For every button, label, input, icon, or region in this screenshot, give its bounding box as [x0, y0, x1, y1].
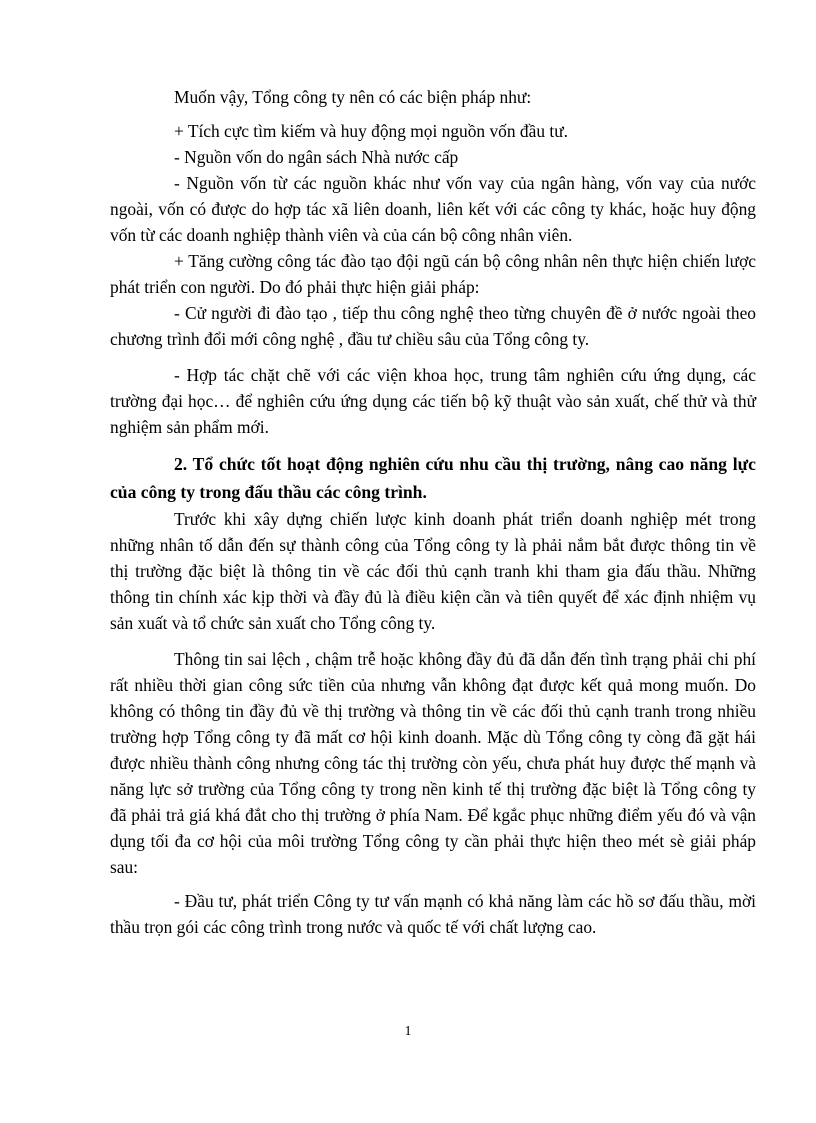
paragraph-consulting: - Đầu tư, phát triển Công ty tư vấn mạnh có khả năng làm các hồ sơ đấu thầu, mời thầu trọn gói các công trình trong nước và quốc tế với chất lượng cao.	[110, 891, 756, 937]
paragraph-state-budget: - Nguồn vốn do ngân sách Nhà nước cấp	[174, 147, 459, 167]
paragraph-capital: + Tích cực tìm kiếm và huy động mọi nguồn vốn đầu tư.	[174, 121, 568, 141]
paragraph-cooperation: - Hợp tác chặt chẽ với các viện khoa học, trung tâm nghiên cứu ứng dụng, các trường đại học… để nghiên cứu ứng dụng các tiến bộ kỹ thuật vào sản xuất, chế thử và thử nghiệm sản phẩm mới.	[110, 365, 756, 437]
page-number: 1	[404, 1024, 412, 1039]
paragraph-misinformation: Thông tin sai lệch , chậm trễ hoặc không đầy đủ đã dẫn đến tình trạng phải chi phí rất nhiều thời gian công sức tiền của nhưng vẫn không đạt được kết quả mong muốn. Do không có thông tin đầy đủ về thị trường và thông tin về các đối thủ cạnh tranh trong nhiều trường hợp Tổng công ty đã mất cơ hội kinh doanh. Mặc dù Tổng công ty còng đã gặt hái được nhiều thành công nhưng công tác thị trường còn yếu, chưa phát huy được thế mạnh và năng lực sở trường của Tổng công ty trong nền kinh tế thị trường đặc biệt là Tổng công ty đã phải trả giá khá đắt cho thị trường ở phía Nam. Để kgắc phục những điểm yếu đó và vận dụng tối đa cơ hội của môi trường Tổng công ty cần phải thực hiện theo mét sè giải pháp sau:	[110, 649, 756, 877]
section-heading: 2. Tổ chức tốt hoạt động nghiên cứu nhu cầu thị trường, nâng cao năng lực của công ty trong đấu thầu các công trình.	[110, 454, 756, 502]
paragraph-send-abroad: - Cử người đi đào tạo , tiếp thu công nghệ theo từng chuyên đề ở nước ngoài theo chương trình đổi mới công nghệ , đầu tư chiều sâu của Tổng công ty.	[110, 303, 756, 349]
paragraph-market-info: Trước khi xây dựng chiến lược kinh doanh phát triển doanh nghiệp mét trong những nhân tố dẫn đến sự thành công của Tổng công ty là phải nắm bắt được thông tin về thị trường đặc biệt là thông tin về các đối thủ cạnh tranh khi tham gia đấu thầu. Những thông tin chính xác kịp thời và đầy đủ là điều kiện cần và tiên quyết để xác định nhiệm vụ sản xuất và tổ chức sản xuất cho Tổng công ty.	[110, 509, 756, 633]
paragraph-other-sources: - Nguồn vốn từ các nguồn khác như vốn vay của ngân hàng, vốn vay của nước ngoài, vốn có được do hợp tác xã liên doanh, liên kết với các công ty khác, hoặc huy động vốn từ các doanh nghiệp thành viên và của cán bộ công nhân viên.	[110, 173, 756, 245]
paragraph-intro: Muốn vậy, Tổng công ty nên có các biện pháp như:	[174, 87, 532, 107]
paragraph-training: + Tăng cường công tác đào tạo đội ngũ cán bộ công nhân nên thực hiện chiến lược phát triển con người. Do đó phải thực hiện giải pháp:	[110, 251, 756, 297]
